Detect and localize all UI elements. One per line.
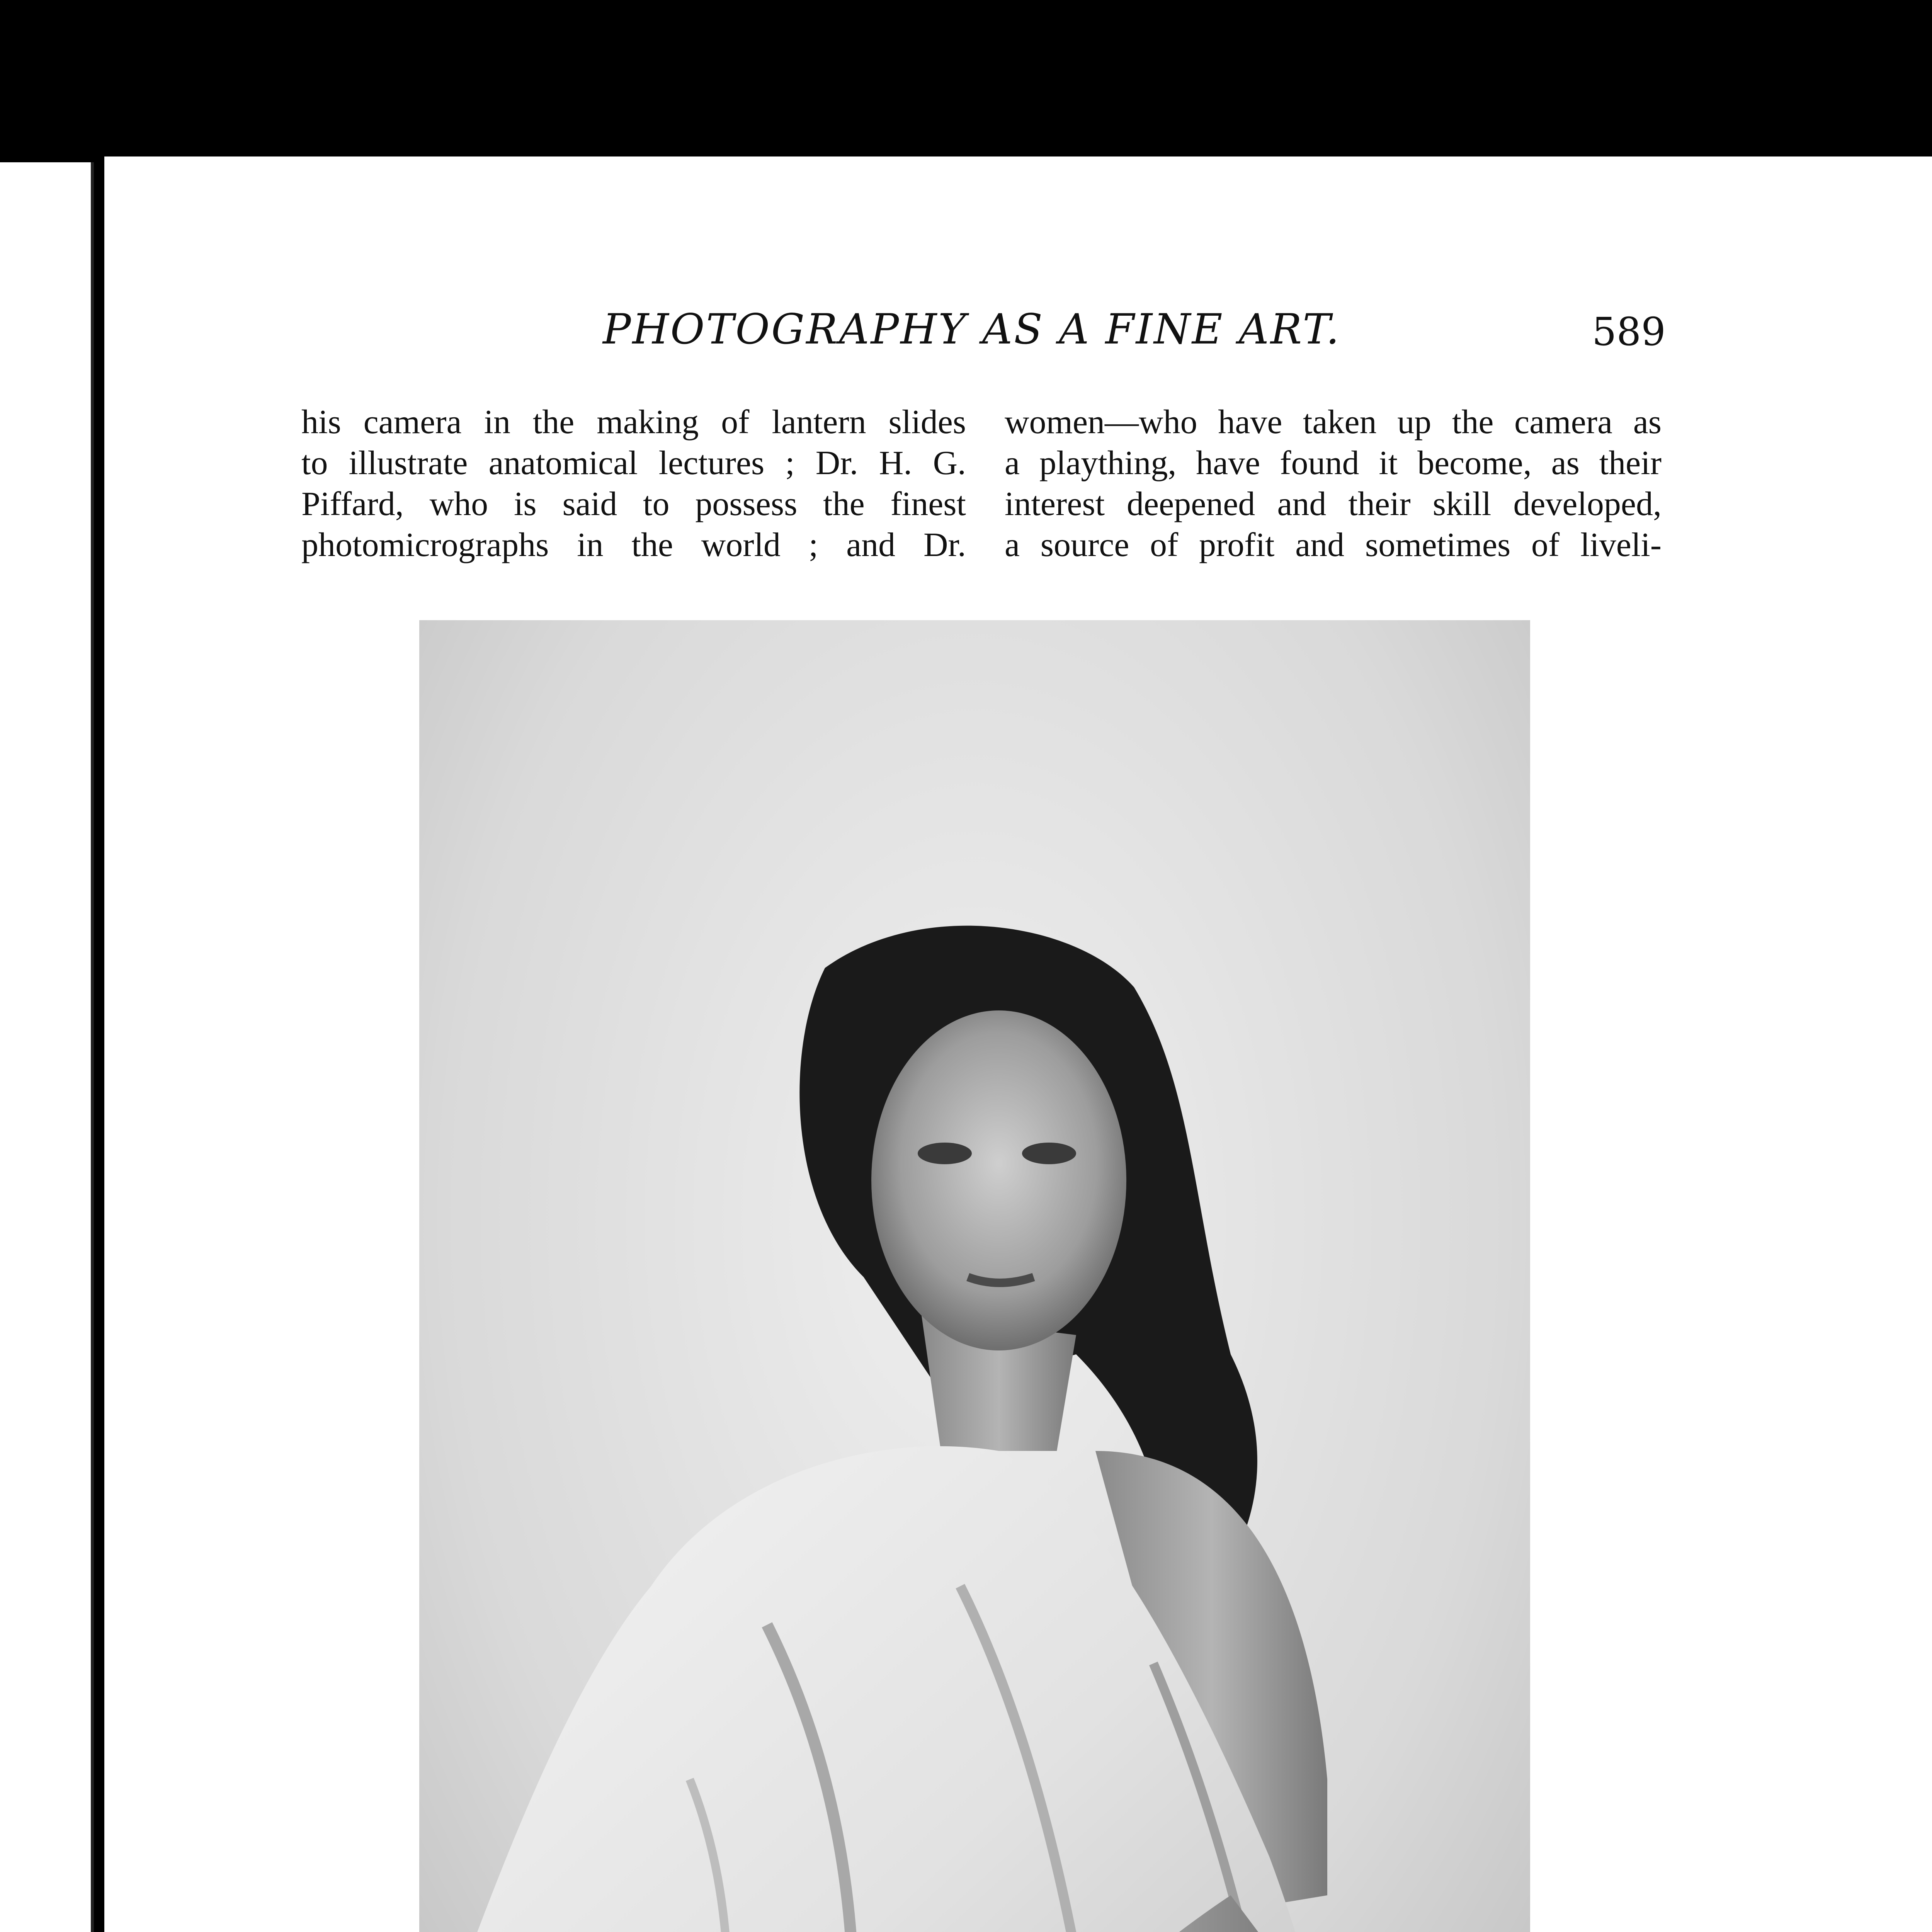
running-head: PHOTOGRAPHY AS A FINE ART. bbox=[603, 305, 1341, 354]
page-number: 589 bbox=[1592, 309, 1666, 354]
text-line: interest deepened and their skill developed, bbox=[1005, 485, 1662, 523]
top-left-column bbox=[301, 402, 966, 566]
top-right-column bbox=[1005, 402, 1662, 566]
text-line: a source of profit and sometimes of liveli- bbox=[1005, 526, 1662, 564]
text-line: a plaything, have found it become, as their bbox=[1005, 444, 1662, 482]
text-line: to illustrate anatomical lectures ; Dr. H. G. bbox=[301, 444, 966, 482]
facing-page-edge bbox=[0, 162, 94, 1932]
portrait-photograph bbox=[419, 620, 1530, 1932]
text-line: photomicrographs in the world ; and Dr. bbox=[301, 526, 966, 564]
text-line: his camera in the making of lantern slides bbox=[301, 403, 966, 441]
text-line: Piffard, who is said to possess the finest bbox=[301, 485, 966, 523]
text-line: women—who have taken up the camera as bbox=[1005, 403, 1662, 441]
